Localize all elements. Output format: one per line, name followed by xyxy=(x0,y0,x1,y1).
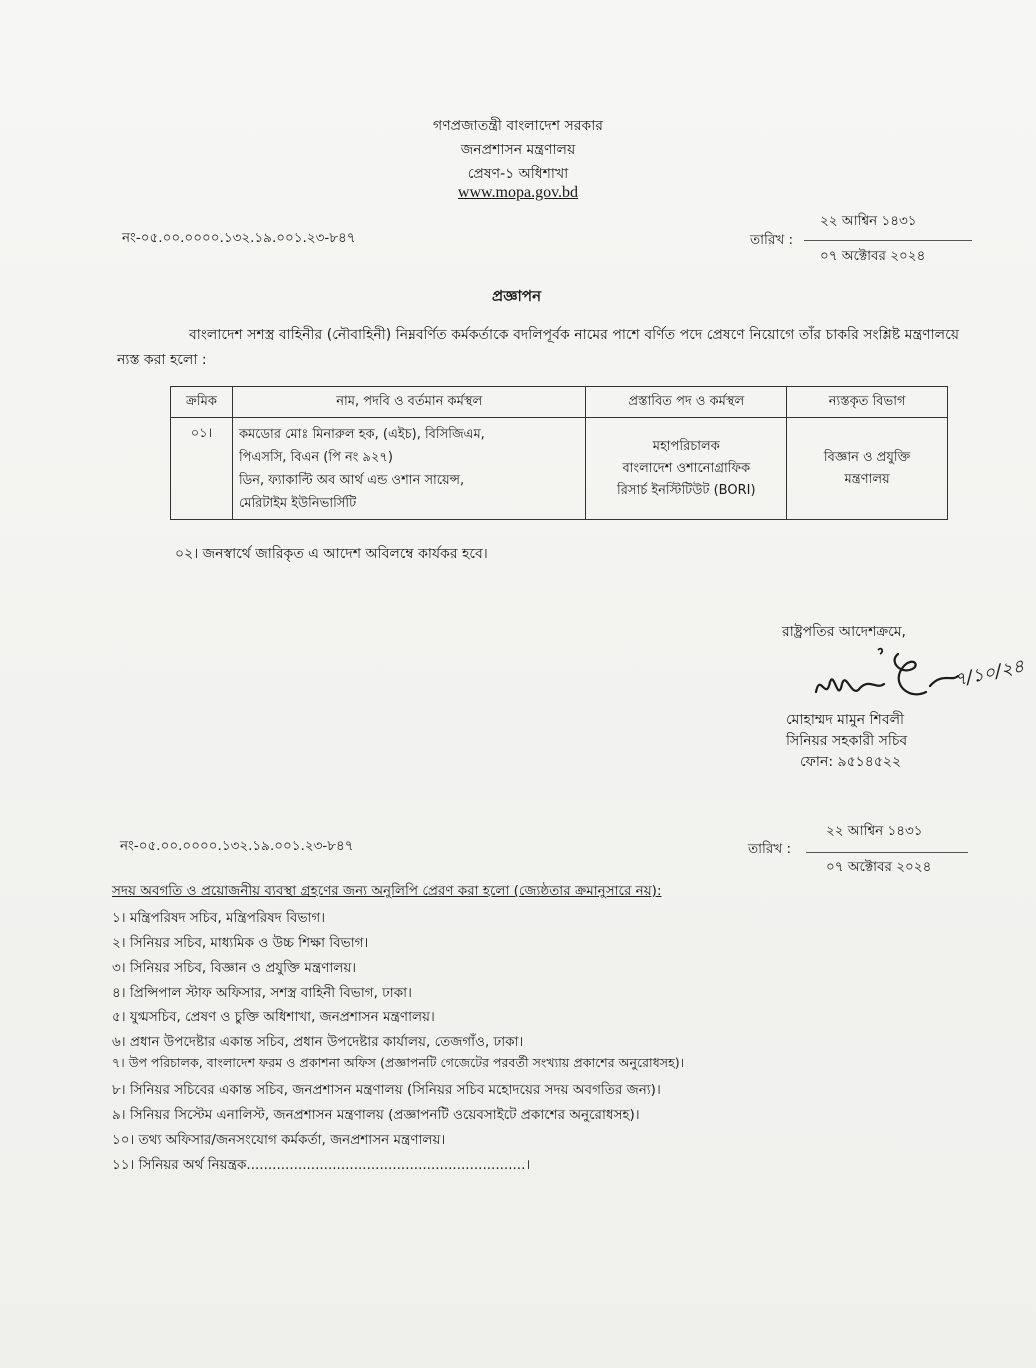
body-paragraph: বাংলাদেশ সশস্ত্র বাহিনীর (নৌবাহিনী) নিম্নবর্ণিত কর্মকর্তাকে বদলিপূর্বক নামের পাশে বর্ণিত পদে প্রেষণে নিয়োগে তাঁর চাকরি সংশ্লিষ্ট মন্ত্রণালয়ে ন্যস্ত করা হলো : xyxy=(117,327,959,368)
memo-date-label: তারিখ : xyxy=(750,232,794,248)
list-item: ৯। সিনিয়র সিস্টেম এনালিস্ট, জনপ্রশাসন মন্ত্রণালয় (প্রজ্ঞাপনটি ওয়েবসাইটে প্রকাশের অনুরোধসহ)। xyxy=(112,1107,640,1123)
post-line: রিসার্চ ইনস্টিটিউট (BORI) xyxy=(617,482,756,498)
signatory-name: মোহাম্মদ মামুন শিবলী xyxy=(786,712,905,728)
order-line: রাষ্ট্রপতির আদেশক্রমে, xyxy=(782,624,906,640)
memo-date-english: ০৭ অক্টোবর ২০২৪ xyxy=(820,248,926,264)
list-item: ১০। তথ্য অফিসার/জনসংযোগ কর্মকর্তা, জনপ্রশাসন মন্ত্রণালয়। xyxy=(112,1132,446,1148)
name-line: কমডোর মোঃ মিনারুল হক, (এইচ), বিসিজিএম, xyxy=(238,426,485,442)
list-item: ৭। উপ পরিচালক, বাংলাদেশ ফরম ও প্রকাশনা অফিস (প্রজ্ঞাপনটি গেজেটের পরবর্তী সংখ্যায় প্রকাশের অনুরোধসহ)। xyxy=(112,1055,685,1070)
dept-line: মন্ত্রণালয় xyxy=(844,471,890,487)
cell-name xyxy=(232,418,585,520)
cell-serial: ০১। xyxy=(171,418,233,520)
cell-proposed-post xyxy=(586,418,787,520)
signatory-phone: ফোন: ৯৫১৪৫২২ xyxy=(800,754,902,770)
post-line: বাংলাদেশ ওশানোগ্রাফিক xyxy=(622,460,751,476)
clause-two: ০২। জনস্বার্থে জারিকৃত এ আদেশ অবিলম্বে কার্যকর হবে। xyxy=(175,546,488,562)
table-header-row xyxy=(171,387,948,418)
list-item: ৮। সিনিয়র সচিবের একান্ত সচিব, জনপ্রশাসন মন্ত্রণালয় (সিনিয়র সচিব মহোদয়ের সদয় অবগতির জন্য)। xyxy=(112,1082,661,1098)
col-header-name: নাম, পদবি ও বর্তমান কর্মস্থল xyxy=(232,387,585,418)
header-ministry: জনপ্রশাসন মন্ত্রণালয় xyxy=(460,142,576,158)
list-item: ২। সিনিয়র সচিব, মাধ্যমিক ও উচ্চ শিক্ষা বিভাগ। xyxy=(112,935,369,951)
handwritten-signature xyxy=(780,642,1030,714)
col-header-department: ন্যস্তকৃত বিভাগ xyxy=(787,387,948,418)
memo-date-bangla: ২২ আশ্বিন ১৪৩১ xyxy=(820,213,917,229)
list-item: ১। মন্ত্রিপরিষদ সচিব, মন্ত্রিপরিষদ বিভাগ। xyxy=(112,910,326,926)
header-government: গণপ্রজাতন্ত্রী বাংলাদেশ সরকার xyxy=(433,118,603,134)
table-row xyxy=(171,418,948,520)
notification-title: প্রজ্ঞাপন xyxy=(492,287,542,305)
posting-table xyxy=(170,386,948,520)
memo-number: নং-০৫.০০.০০০০.১৩২.১৯.০০১.২৩-৮৪৭ xyxy=(122,230,356,246)
name-line: ডিন, ফ্যাকাল্টি অব আর্থ এন্ড ওশান সায়েন্স, xyxy=(238,472,465,488)
name-line: পিএসসি, বিএন (পি নং ৯২৭) xyxy=(238,449,393,465)
list-item: ১১। সিনিয়র অর্থ নিয়ন্ত্রক.................................................................। xyxy=(112,1157,531,1173)
col-header-proposed-post: প্রস্তাবিত পদ ও কর্মস্থল xyxy=(586,387,787,418)
copy-memo-number: নং-০৫.০০.০০০০.১৩২.১৯.০০১.২৩-৮৪৭ xyxy=(120,838,354,854)
col-header-serial: ক্রমিক xyxy=(171,387,233,418)
post-line: মহাপরিচালক xyxy=(652,438,720,454)
copy-date-english: ০৭ অক্টোবর ২০২৪ xyxy=(826,859,932,875)
cell-department xyxy=(787,418,948,520)
signatory-designation: সিনিয়র সহকারী সচিব xyxy=(786,733,908,749)
name-line: মেরিটাইম ইউনিভার্সিটি xyxy=(238,495,357,511)
list-item: ৪। প্রিন্সিপাল স্টাফ অফিসার, সশস্ত্র বাহিনী বিভাগ, ঢাকা। xyxy=(112,985,412,1001)
header-branch: প্রেষণ-১ অধিশাখা xyxy=(467,166,569,182)
copy-date-label: তারিখ : xyxy=(748,841,792,857)
signature-date: ৭/১০/২৪ xyxy=(952,655,1027,691)
copy-date-bangla: ২২ আশ্বিন ১৪৩১ xyxy=(826,823,923,839)
list-item: ৩। সিনিয়র সচিব, বিজ্ঞান ও প্রযুক্তি মন্ত্রণালয়। xyxy=(112,960,357,976)
copy-date-divider xyxy=(806,852,968,853)
list-item: ৬। প্রধান উপদেষ্টার একান্ত সচিব, প্রধান উপদেষ্টার কার্যালয়, তেজগাঁও, ঢাকা। xyxy=(112,1034,524,1050)
list-item: ৫। যুগ্মসচিব, প্রেষণ ও চুক্তি অধিশাখা, জনপ্রশাসন মন্ত্রণালয়। xyxy=(112,1009,435,1025)
date-divider xyxy=(804,240,972,241)
header-website-link[interactable]: www.mopa.gov.bd xyxy=(457,184,579,201)
dept-line: বিজ্ঞান ও প্রযুক্তি xyxy=(823,449,911,465)
copy-intro: সদয় অবগতি ও প্রয়োজনীয় ব্যবস্থা গ্রহণের জন্য অনুলিপি প্রেরণ করা হলো (জ্যেষ্ঠতার ক্রমানুসারে নয়): xyxy=(112,883,662,899)
